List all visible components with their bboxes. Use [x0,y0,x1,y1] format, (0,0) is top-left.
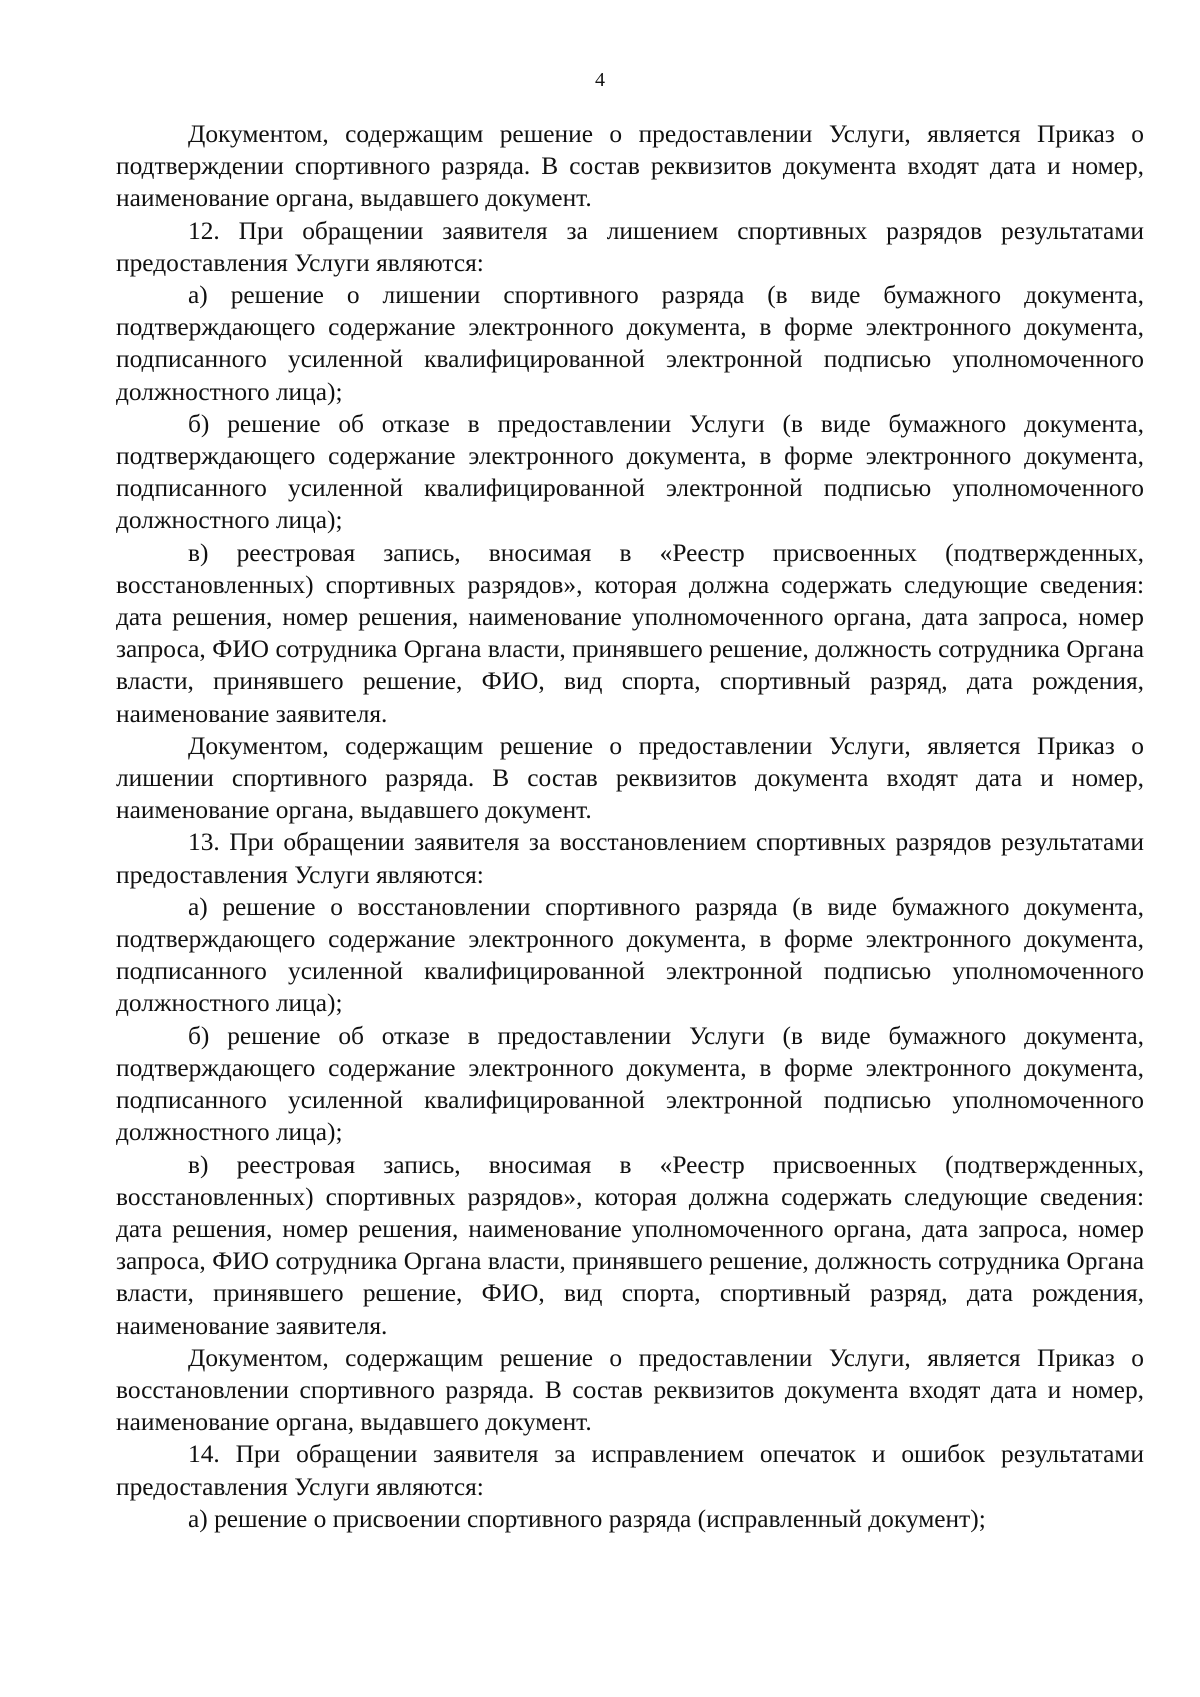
paragraph-order-confirmation: Документом, содержащим решение о предоставлении Услуги, является Приказ о подтверждении спортивного разряда. В состав реквизитов документа входят дата и номер, наименование органа, выдавшего документ. [116,120,1144,213]
paragraph-item-12: 12. При обращении заявителя за лишением спортивных разрядов результатами предоставления Услуги являются: [116,216,1144,277]
document-body [116,118,1144,1535]
page-number: 4 [595,69,605,91]
paragraph-item-14-a: а) решение о присвоении спортивного разряда (исправленный документ); [188,1504,986,1533]
paragraph-order-restoration: Документом, содержащим решение о предоставлении Услуги, является Приказ о восстановлении спортивного разряда. В состав реквизитов документа входят дата и номер, наименование органа, выдавшего документ. [116,1343,1144,1437]
paragraph-item-12-b: б) решение об отказе в предоставлении Услуги (в виде бумажного документа, подтверждающего содержание электронного документа, в форме электронного документа, подписанного усиленной квалифицированной электронной подписью уполномоченного должностного лица); [116,409,1144,535]
paragraph-order-deprivation: Документом, содержащим решение о предоставлении Услуги, является Приказ о лишении спортивного разряда. В состав реквизитов документа входят дата и номер, наименование органа, выдавшего документ. [116,731,1144,825]
paragraph-item-14: 14. При обращении заявителя за исправлением опечаток и ошибок результатами предоставления Услуги являются: [116,1440,1144,1501]
paragraph-item-13: 13. При обращении заявителя за восстановлением спортивных разрядов результатами предоставления Услуги являются: [116,828,1144,889]
paragraph-item-13-b: б) решение об отказе в предоставлении Услуги (в виде бумажного документа, подтверждающего содержание электронного документа, в форме электронного документа, подписанного усиленной квалифицированной электронной подписью уполномоченного должностного лица); [116,1021,1144,1147]
paragraph-item-13-v: в) реестровая запись, вносимая в «Реестр присвоенных (подтвержденных, восстановленных) спортивных разрядов», которая должна содержать следующие сведения: дата решения, номер решения, наименование уполномоченного органа, дата запроса, номер запроса, ФИО сотрудника Органа власти, принявшего решение, должность сотрудника Органа власти, принявшего решение, ФИО, вид спорта, спортивный разряд, дата рождения, наименование заявителя. [116,1150,1144,1340]
paragraph-item-12-v: в) реестровая запись, вносимая в «Реестр присвоенных (подтвержденных, восстановленных) спортивных разрядов», которая должна содержать следующие сведения: дата решения, номер решения, наименование уполномоченного органа, дата запроса, номер запроса, ФИО сотрудника Органа власти, принявшего решение, должность сотрудника Органа власти, принявшего решение, ФИО, вид спорта, спортивный разряд, дата рождения, наименование заявителя. [116,538,1144,728]
paragraph-item-13-a: а) решение о восстановлении спортивного разряда (в виде бумажного документа, подтверждающего содержание электронного документа, в форме электронного документа, подписанного усиленной квалифицированной электронной подписью уполномоченного должностного лица); [116,892,1144,1018]
paragraph-item-12-a: а) решение о лишении спортивного разряда (в виде бумажного документа, подтверждающего содержание электронного документа, в форме электронного документа, подписанного усиленной квалифицированной электронной подписью уполномоченного должностного лица); [116,281,1144,406]
